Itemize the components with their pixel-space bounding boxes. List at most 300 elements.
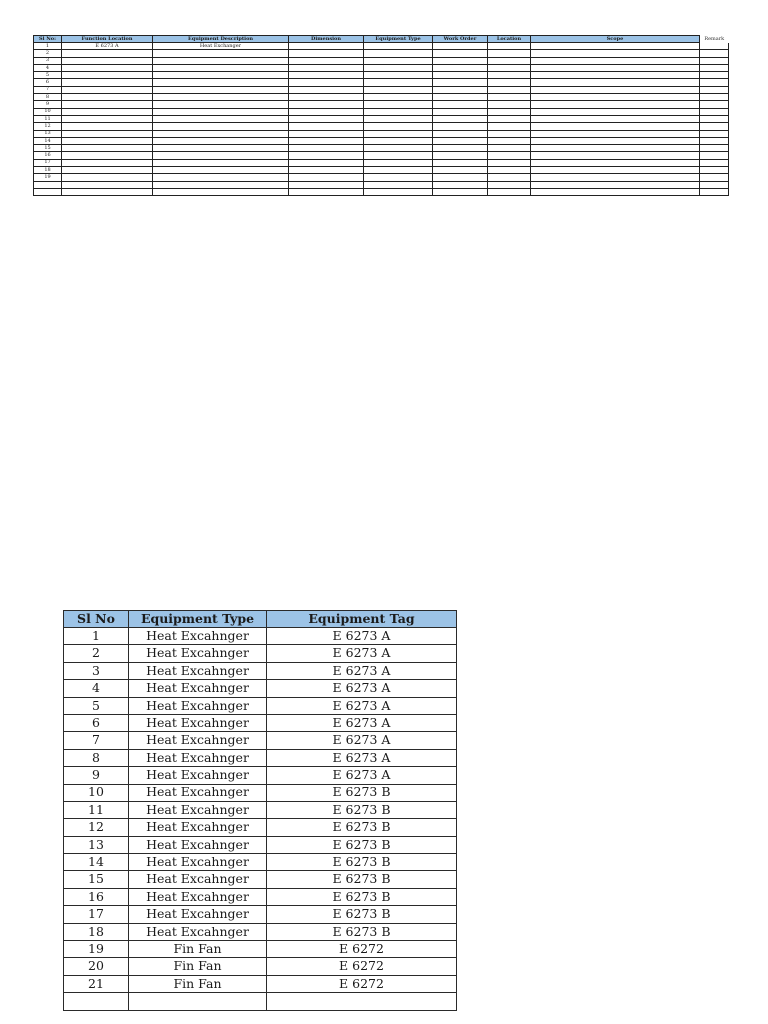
equipment-cell[interactable]: 18 xyxy=(64,923,129,940)
sheet-cell[interactable] xyxy=(700,174,729,181)
sheet-cell[interactable] xyxy=(700,137,729,144)
sheet-cell[interactable]: 14 xyxy=(34,137,62,144)
sheet-cell[interactable] xyxy=(488,79,531,86)
equipment-cell[interactable]: Heat Excahnger xyxy=(129,767,267,784)
sheet-cell[interactable] xyxy=(289,94,364,101)
sheet-cell[interactable] xyxy=(433,167,488,174)
equipment-cell[interactable]: E 6273 A xyxy=(267,714,457,731)
sheet-cell[interactable] xyxy=(62,94,153,101)
equipment-cell[interactable]: E 6273 B xyxy=(267,836,457,853)
sheet-cell[interactable] xyxy=(488,86,531,93)
sheet-header-cell: Equipment Type xyxy=(364,36,433,43)
sheet-cell[interactable] xyxy=(433,145,488,152)
sheet-cell[interactable] xyxy=(488,137,531,144)
sheet-cell[interactable] xyxy=(700,86,729,93)
sheet-cell[interactable] xyxy=(364,188,433,195)
equipment-cell[interactable]: Heat Excahnger xyxy=(129,662,267,679)
equipment-cell[interactable]: 19 xyxy=(64,941,129,958)
sheet-cell[interactable] xyxy=(700,43,729,50)
sheet-cell[interactable]: 2 xyxy=(34,50,62,57)
equipment-cell[interactable]: E 6273 A xyxy=(267,662,457,679)
equipment-cell[interactable]: 6 xyxy=(64,714,129,731)
sheet-cell[interactable] xyxy=(289,137,364,144)
table-row xyxy=(64,906,457,923)
equipment-cell[interactable]: Heat Excahnger xyxy=(129,888,267,905)
sheet-header-cell: Dimension xyxy=(289,36,364,43)
sheet-cell[interactable]: 7 xyxy=(34,86,62,93)
equipment-cell[interactable]: 14 xyxy=(64,854,129,871)
sheet-cell[interactable] xyxy=(153,167,289,174)
sheet-cell[interactable] xyxy=(531,86,700,93)
equipment-cell[interactable]: 4 xyxy=(64,680,129,697)
sheet-cell[interactable]: 12 xyxy=(34,123,62,130)
sheet-cell[interactable] xyxy=(433,108,488,115)
equipment-header-row xyxy=(64,611,457,628)
sheet-cell[interactable] xyxy=(153,57,289,64)
table-row xyxy=(64,732,457,749)
equipment-cell[interactable]: E 6273 A xyxy=(267,767,457,784)
sheet-cell[interactable] xyxy=(364,181,433,188)
table-row xyxy=(34,174,729,181)
sheet-cell[interactable] xyxy=(433,115,488,122)
sheet-cell[interactable] xyxy=(364,43,433,50)
equipment-cell[interactable] xyxy=(64,993,129,1010)
table-row xyxy=(64,767,457,784)
sheet-cell[interactable]: 1 xyxy=(34,43,62,50)
equipment-cell[interactable]: Heat Excahnger xyxy=(129,680,267,697)
sheet-cell[interactable] xyxy=(531,94,700,101)
sheet-cell[interactable] xyxy=(153,86,289,93)
sheet-cell[interactable]: 11 xyxy=(34,115,62,122)
sheet-cell[interactable]: Heat Exchanger xyxy=(153,43,289,50)
sheet-cell[interactable] xyxy=(488,94,531,101)
sheet-cell[interactable] xyxy=(289,57,364,64)
table-row xyxy=(34,94,729,101)
sheet-cell[interactable] xyxy=(488,108,531,115)
sheet-cell[interactable] xyxy=(364,57,433,64)
sheet-cell[interactable]: 3 xyxy=(34,57,62,64)
equipment-cell[interactable]: E 6273 A xyxy=(267,732,457,749)
equipment-cell[interactable]: Heat Excahnger xyxy=(129,906,267,923)
equipment-cell[interactable]: Heat Excahnger xyxy=(129,697,267,714)
table-row xyxy=(34,115,729,122)
sheet-cell[interactable] xyxy=(531,108,700,115)
sheet-cell[interactable] xyxy=(531,115,700,122)
sheet-cell[interactable] xyxy=(531,130,700,137)
sheet-cell[interactable] xyxy=(289,167,364,174)
sheet-cell[interactable]: 9 xyxy=(34,101,62,108)
sheet-cell[interactable] xyxy=(62,115,153,122)
sheet-cell[interactable] xyxy=(364,79,433,86)
sheet-cell[interactable] xyxy=(700,181,729,188)
sheet-cell[interactable] xyxy=(62,64,153,71)
table-row xyxy=(34,57,729,64)
sheet-cell[interactable] xyxy=(289,115,364,122)
equipment-cell[interactable]: Heat Excahnger xyxy=(129,784,267,801)
equipment-cell[interactable]: 12 xyxy=(64,819,129,836)
sheet-cell[interactable] xyxy=(488,188,531,195)
equipment-cell[interactable]: E 6273 B xyxy=(267,854,457,871)
sheet-cell[interactable] xyxy=(364,115,433,122)
table-row xyxy=(64,628,457,645)
sheet-cell[interactable] xyxy=(488,50,531,57)
sheet-cell[interactable] xyxy=(62,167,153,174)
sheet-cell[interactable] xyxy=(433,72,488,79)
sheet-cell[interactable] xyxy=(364,152,433,159)
table-row xyxy=(64,749,457,766)
sheet-cell[interactable]: 19 xyxy=(34,174,62,181)
table-row xyxy=(64,819,457,836)
sheet-cell[interactable] xyxy=(289,79,364,86)
sheet-cell[interactable] xyxy=(433,86,488,93)
equipment-cell[interactable]: 10 xyxy=(64,784,129,801)
sheet-cell[interactable] xyxy=(153,79,289,86)
equipment-cell[interactable]: E 6272 xyxy=(267,941,457,958)
sheet-cell[interactable] xyxy=(700,57,729,64)
equipment-cell[interactable]: Heat Excahnger xyxy=(129,628,267,645)
equipment-cell[interactable]: 7 xyxy=(64,732,129,749)
sheet-cell[interactable] xyxy=(531,64,700,71)
sheet-cell[interactable] xyxy=(62,86,153,93)
table-row xyxy=(64,958,457,975)
sheet-cell[interactable] xyxy=(62,137,153,144)
equipment-cell[interactable] xyxy=(129,993,267,1010)
sheet-cell[interactable] xyxy=(700,50,729,57)
sheet-cell[interactable] xyxy=(433,43,488,50)
equipment-cell[interactable]: Fin Fan xyxy=(129,941,267,958)
sheet-cell[interactable] xyxy=(364,123,433,130)
sheet-cell[interactable] xyxy=(62,72,153,79)
sheet-cell[interactable] xyxy=(289,174,364,181)
equipment-cell[interactable]: 21 xyxy=(64,975,129,992)
sheet-cell[interactable] xyxy=(364,174,433,181)
sheet-cell[interactable] xyxy=(531,43,700,50)
sheet-cell[interactable]: 5 xyxy=(34,72,62,79)
sheet-cell[interactable]: 16 xyxy=(34,152,62,159)
sheet-cell[interactable] xyxy=(62,130,153,137)
sheet-cell[interactable] xyxy=(62,57,153,64)
sheet-cell[interactable] xyxy=(153,101,289,108)
table-row xyxy=(34,72,729,79)
table-row xyxy=(64,784,457,801)
sheet-cell[interactable] xyxy=(700,79,729,86)
sheet-cell[interactable] xyxy=(700,188,729,195)
sheet-cell[interactable] xyxy=(700,152,729,159)
sheet-cell[interactable]: 6 xyxy=(34,79,62,86)
sheet-cell[interactable] xyxy=(531,50,700,57)
equipment-cell[interactable]: Heat Excahnger xyxy=(129,819,267,836)
equipment-cell[interactable]: Heat Excahnger xyxy=(129,749,267,766)
sheet-cell[interactable] xyxy=(531,72,700,79)
sheet-cell[interactable] xyxy=(488,64,531,71)
sheet-cell[interactable] xyxy=(488,159,531,166)
sheet-cell[interactable] xyxy=(153,152,289,159)
sheet-cell[interactable]: 18 xyxy=(34,167,62,174)
sheet-cell[interactable] xyxy=(433,174,488,181)
table-row xyxy=(34,64,729,71)
sheet-cell[interactable] xyxy=(364,64,433,71)
equipment-cell[interactable]: E 6272 xyxy=(267,975,457,992)
table-row xyxy=(64,941,457,958)
sheet-cell[interactable] xyxy=(289,43,364,50)
sheet-cell[interactable] xyxy=(700,159,729,166)
sheet-cell[interactable] xyxy=(700,72,729,79)
sheet-header-cell: Equipment Description xyxy=(153,36,289,43)
sheet-cell[interactable] xyxy=(700,94,729,101)
sheet-cell[interactable] xyxy=(62,188,153,195)
sheet-cell[interactable] xyxy=(289,64,364,71)
equipment-cell[interactable]: 15 xyxy=(64,871,129,888)
sheet-cell[interactable] xyxy=(153,123,289,130)
equipment-cell[interactable]: E 6273 B xyxy=(267,871,457,888)
sheet-cell[interactable] xyxy=(700,101,729,108)
sheet-cell[interactable] xyxy=(153,115,289,122)
sheet-cell[interactable] xyxy=(62,123,153,130)
sheet-cell[interactable]: 17 xyxy=(34,159,62,166)
sheet-cell[interactable] xyxy=(433,101,488,108)
sheet-cell[interactable] xyxy=(289,101,364,108)
sheet-cell[interactable] xyxy=(364,137,433,144)
sheet-cell[interactable] xyxy=(488,167,531,174)
equipment-cell[interactable]: E 6273 B xyxy=(267,819,457,836)
table-row xyxy=(34,152,729,159)
sheet-cell[interactable] xyxy=(364,159,433,166)
sheet-cell[interactable] xyxy=(34,181,62,188)
sheet-cell[interactable] xyxy=(700,64,729,71)
sheet-cell[interactable] xyxy=(488,152,531,159)
sheet-cell[interactable] xyxy=(531,145,700,152)
sheet-cell[interactable]: 10 xyxy=(34,108,62,115)
sheet-cell[interactable]: 15 xyxy=(34,145,62,152)
equipment-cell[interactable]: E 6273 A xyxy=(267,749,457,766)
sheet-cell[interactable] xyxy=(364,72,433,79)
equipment-cell[interactable]: Heat Excahnger xyxy=(129,732,267,749)
equipment-cell[interactable]: E 6273 B xyxy=(267,906,457,923)
equipment-cell[interactable]: Heat Excahnger xyxy=(129,836,267,853)
sheet-cell[interactable] xyxy=(433,79,488,86)
sheet-cell[interactable] xyxy=(433,130,488,137)
sheet-cell[interactable] xyxy=(364,167,433,174)
sheet-header-cell: Scope xyxy=(531,36,700,43)
sheet-cell[interactable] xyxy=(433,57,488,64)
sheet-cell[interactable] xyxy=(62,181,153,188)
sheet-header-cell: Function Location xyxy=(62,36,153,43)
sheet-cell[interactable] xyxy=(289,152,364,159)
sheet-cell[interactable] xyxy=(289,159,364,166)
equipment-cell[interactable]: E 6273 A xyxy=(267,628,457,645)
sheet-cell[interactable] xyxy=(488,145,531,152)
sheet-cell[interactable] xyxy=(433,181,488,188)
equipment-cell[interactable]: E 6273 B xyxy=(267,784,457,801)
equipment-cell[interactable]: E 6273 B xyxy=(267,888,457,905)
equipment-cell[interactable]: 16 xyxy=(64,888,129,905)
sheet-cell[interactable] xyxy=(531,79,700,86)
equipment-cell[interactable] xyxy=(267,993,457,1010)
equipment-cell[interactable]: E 6273 A xyxy=(267,680,457,697)
table-row xyxy=(64,888,457,905)
sheet-cell[interactable] xyxy=(433,123,488,130)
sheet-cell[interactable] xyxy=(700,108,729,115)
sheet-cell[interactable] xyxy=(531,159,700,166)
sheet-cell[interactable]: E 6273 A xyxy=(62,43,153,50)
sheet-cell[interactable] xyxy=(700,115,729,122)
table-row xyxy=(64,645,457,662)
sheet-cell[interactable] xyxy=(433,94,488,101)
table-row xyxy=(64,854,457,871)
sheet-cell[interactable] xyxy=(34,188,62,195)
sheet-cell[interactable] xyxy=(153,130,289,137)
table-row xyxy=(34,130,729,137)
table-row xyxy=(64,801,457,818)
equipment-cell[interactable]: 17 xyxy=(64,906,129,923)
table-row xyxy=(34,108,729,115)
table-row xyxy=(64,836,457,853)
sheet-cell[interactable] xyxy=(153,137,289,144)
sheet-cell[interactable] xyxy=(62,174,153,181)
sheet-cell[interactable] xyxy=(433,64,488,71)
equipment-cell[interactable]: 8 xyxy=(64,749,129,766)
sheet-cell[interactable] xyxy=(289,145,364,152)
equipment-cell[interactable]: 3 xyxy=(64,662,129,679)
equipment-cell[interactable]: 1 xyxy=(64,628,129,645)
sheet-cell[interactable] xyxy=(153,108,289,115)
equipment-cell[interactable]: Heat Excahnger xyxy=(129,854,267,871)
sheet-cell[interactable] xyxy=(488,181,531,188)
equipment-cell[interactable]: E 6273 B xyxy=(267,923,457,940)
sheet-cell[interactable] xyxy=(62,145,153,152)
sheet-cell[interactable] xyxy=(289,72,364,79)
sheet-cell[interactable] xyxy=(364,50,433,57)
sheet-cell[interactable] xyxy=(488,57,531,64)
sheet-cell[interactable] xyxy=(488,115,531,122)
sheet-cell[interactable] xyxy=(153,188,289,195)
sheet-cell[interactable] xyxy=(289,108,364,115)
table-row xyxy=(34,145,729,152)
equipment-cell[interactable]: Fin Fan xyxy=(129,975,267,992)
sheet-cell[interactable] xyxy=(289,86,364,93)
equipment-cell[interactable]: E 6273 B xyxy=(267,801,457,818)
sheet-cell[interactable] xyxy=(531,167,700,174)
sheet-cell[interactable] xyxy=(531,57,700,64)
sheet-cell[interactable] xyxy=(488,101,531,108)
equipment-header-cell: Equipment Type xyxy=(129,611,267,628)
sheet-cell[interactable] xyxy=(531,101,700,108)
sheet-cell[interactable] xyxy=(531,174,700,181)
equipment-cell[interactable]: E 6272 xyxy=(267,958,457,975)
table-row xyxy=(34,137,729,144)
equipment-cell[interactable]: Heat Excahnger xyxy=(129,714,267,731)
table-row xyxy=(64,923,457,940)
equipment-cell[interactable]: Fin Fan xyxy=(129,958,267,975)
sheet-cell[interactable] xyxy=(488,123,531,130)
sheet-cell[interactable] xyxy=(700,167,729,174)
sheet-cell[interactable] xyxy=(153,159,289,166)
table-row xyxy=(34,50,729,57)
equipment-cell[interactable]: 20 xyxy=(64,958,129,975)
sheet-cell[interactable] xyxy=(531,181,700,188)
equipment-cell[interactable]: Heat Excahnger xyxy=(129,645,267,662)
sheet-cell[interactable] xyxy=(488,72,531,79)
sheet-cell[interactable] xyxy=(364,94,433,101)
sheet-cell[interactable] xyxy=(289,188,364,195)
equipment-cell[interactable]: E 6273 A xyxy=(267,697,457,714)
sheet-cell[interactable] xyxy=(364,130,433,137)
sheet-cell[interactable] xyxy=(364,86,433,93)
sheet-cell[interactable] xyxy=(62,50,153,57)
table-row xyxy=(64,871,457,888)
sheet-cell[interactable] xyxy=(62,108,153,115)
equipment-cell[interactable]: E 6273 A xyxy=(267,645,457,662)
equipment-cell[interactable]: Heat Excahnger xyxy=(129,801,267,818)
sheet-cell[interactable] xyxy=(488,174,531,181)
sheet-cell[interactable] xyxy=(531,123,700,130)
sheet-cell[interactable]: 8 xyxy=(34,94,62,101)
equipment-cell[interactable]: Heat Excahnger xyxy=(129,923,267,940)
sheet-cell[interactable] xyxy=(62,101,153,108)
sheet-cell[interactable] xyxy=(488,43,531,50)
sheet-cell[interactable] xyxy=(153,72,289,79)
sheet-cell[interactable] xyxy=(700,130,729,137)
sheet-cell[interactable] xyxy=(62,152,153,159)
sheet-cell[interactable] xyxy=(153,181,289,188)
equipment-cell[interactable]: 9 xyxy=(64,767,129,784)
sheet-cell[interactable]: 4 xyxy=(34,64,62,71)
equipment-header-cell: Equipment Tag xyxy=(267,611,457,628)
sheet-header-cell: Remark xyxy=(700,36,729,43)
sheet-cell[interactable] xyxy=(289,181,364,188)
sheet-cell[interactable] xyxy=(289,130,364,137)
sheet-cell[interactable] xyxy=(433,137,488,144)
sheet-cell[interactable] xyxy=(531,137,700,144)
sheet-cell[interactable] xyxy=(289,50,364,57)
sheet-cell[interactable] xyxy=(364,108,433,115)
sheet-cell[interactable] xyxy=(364,145,433,152)
sheet-cell[interactable] xyxy=(700,123,729,130)
sheet-cell[interactable] xyxy=(153,145,289,152)
sheet-cell[interactable] xyxy=(700,145,729,152)
sheet-cell[interactable] xyxy=(364,101,433,108)
table-row xyxy=(34,86,729,93)
sheet-cell[interactable] xyxy=(62,79,153,86)
sheet-cell[interactable] xyxy=(153,94,289,101)
sheet-cell[interactable] xyxy=(289,123,364,130)
sheet-cell[interactable] xyxy=(433,50,488,57)
equipment-cell[interactable]: 13 xyxy=(64,836,129,853)
equipment-cell[interactable]: 5 xyxy=(64,697,129,714)
sheet-cell[interactable] xyxy=(433,152,488,159)
sheet-cell[interactable] xyxy=(153,64,289,71)
table-row xyxy=(64,697,457,714)
sheet-cell[interactable] xyxy=(153,50,289,57)
table-row xyxy=(34,79,729,86)
sheet-cell[interactable] xyxy=(153,174,289,181)
sheet-cell[interactable] xyxy=(433,188,488,195)
sheet-cell[interactable] xyxy=(433,159,488,166)
sheet-cell[interactable] xyxy=(62,159,153,166)
sheet-header-cell: Sl No: xyxy=(34,36,62,43)
equipment-cell[interactable]: 11 xyxy=(64,801,129,818)
sheet-cell[interactable] xyxy=(531,152,700,159)
equipment-cell[interactable]: 2 xyxy=(64,645,129,662)
sheet-cell[interactable]: 13 xyxy=(34,130,62,137)
equipment-cell[interactable]: Heat Excahnger xyxy=(129,871,267,888)
sheet-cell[interactable] xyxy=(531,188,700,195)
sheet-cell[interactable] xyxy=(488,130,531,137)
equipment-tag-table xyxy=(63,610,457,1011)
table-row xyxy=(34,188,729,195)
table-row xyxy=(34,123,729,130)
sheet-body xyxy=(34,43,729,196)
